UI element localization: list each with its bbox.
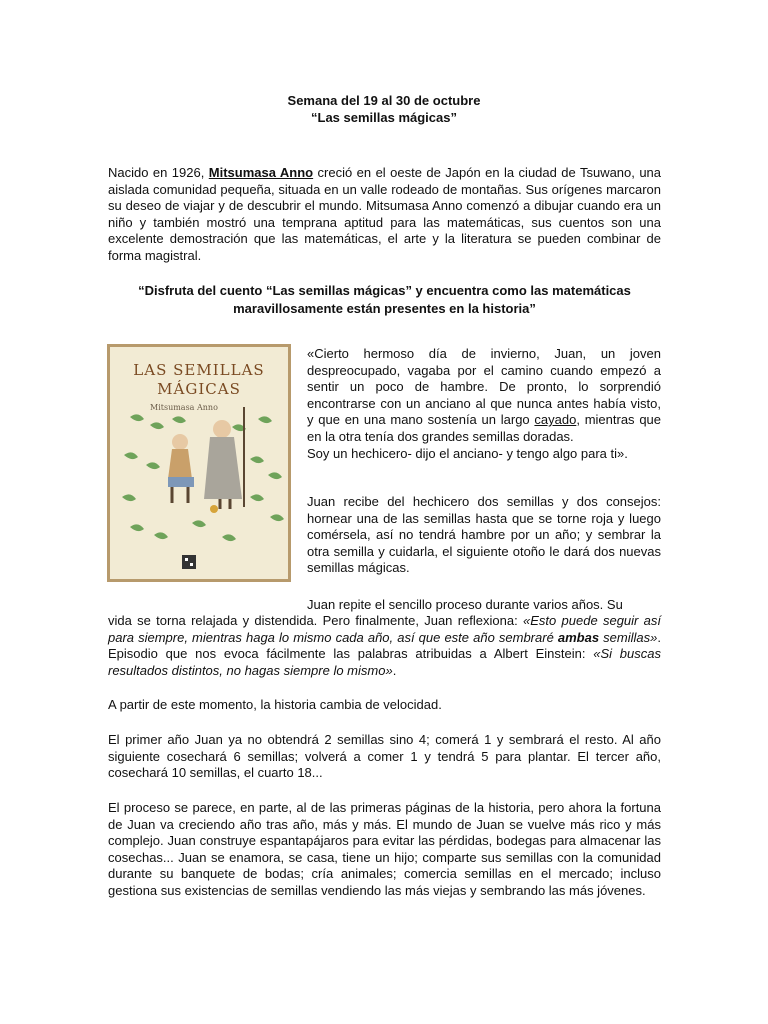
repite-text-2: . Episodio que nos evoca fácilmente las palabras atribuidas a Albert Einstein: [108, 629, 661, 662]
book-cover-title-line-2: MÁGICAS [157, 380, 241, 398]
juan-recibe-paragraph: Juan recibe del hechicero dos semillas y dos consejos: hornear una de las semillas hasta que se torne roja y luego comérsela, así no tendrá hambre por un año; y sembrar la otra semilla y cuidarla, el siguiente otoño le dará dos nuevas semillas mágicas. [307, 494, 661, 576]
header-title: “Las semillas mágicas” [311, 110, 457, 125]
quote-paragraph [307, 346, 661, 462]
repite-italic-1: «Esto puede seguir así para siempre, mientras haga lo mismo cada año, así que este año sembraré [108, 613, 661, 645]
header-week: Semana del 19 al 30 de octubre [287, 93, 481, 108]
intro-prefix: Nacido en 1926, [108, 165, 209, 180]
subtitle-line-1: “Disfruta del cuento “Las semillas mágicas” y encuentra como las matemáticas [138, 283, 631, 298]
einstein-quote: «Si buscas resultados distintos, no hagas siempre lo mismo» [108, 646, 661, 678]
quote-text-2: , mientras que en la otra tenía dos grandes semillas doradas. [307, 412, 662, 444]
apartir-paragraph: A partir de este momento, la historia cambia de velocidad. [108, 697, 442, 712]
proceso-paragraph: El proceso se parece, en parte, al de las primeras páginas de la historia, pero ahora la fortuna de Juan va creciendo año tras año, más y más. El mundo de Juan se vuelve más rico y más complejo. Juan construye espantapájaros para evitar las pérdidas, bodegas para almacenar las cosechas... Juan se enamora, se casa, tiene un hijo; comparte sus semillas con la comunidad durante su banquete de bodas; cría animales; comercia semillas en el mercado; incluso gestiona sus existencias de semillas vendiendo las más viejas y sembrando las más jóvenes. [108, 800, 661, 898]
quote-text-1: «Cierto hermoso día de invierno, Juan, un joven despreocupado, vagaba por el camino cuando empezó a sentir un poco de hambre. De pronto, lo sorprendió encontrarse con un anciano al que nunca antes había visto, y que en una mano sostenía un largo [307, 346, 661, 428]
book-cover-title [110, 361, 288, 399]
repite-italic-2: semillas» [599, 629, 658, 645]
repite-text-1: vida se torna relajada y distendida. Pero finalmente, Juan reflexiona: [108, 613, 523, 628]
repite-paragraph [108, 613, 661, 679]
repite-first-line: Juan repite el sencillo proceso durante varios años. Su [307, 597, 623, 612]
ambas-word: ambas [557, 629, 600, 645]
book-cover-image [107, 344, 291, 582]
book-cover-title-line-1: LAS SEMILLAS [133, 361, 265, 379]
cayado-word: cayado [534, 412, 577, 428]
subtitle-line-2: maravillosamente están presentes en la historia” [233, 301, 536, 316]
primer-anio-paragraph: El primer año Juan ya no obtendrá 2 semillas sino 4; comerá 1 y sembrará el resto. Al año siguiente cosechará 6 semillas; volverá a comer 1 y tendrá 5 para plantar. El tercer año, cosechará 10 semillas, el cuarto 18... [108, 732, 661, 781]
author-name: Mitsumasa Anno [208, 165, 314, 180]
intro-rest: creció en el oeste de Japón en la ciudad de Tsuwano, una aislada comunidad pequeña, situada en un valle rodeado de montañas. Sus orígenes marcaron su deseo de viajar y de descubrir el mundo. Mitsumasa Anno comenzó a dibujar cuando era un niño y también mostró una temprana aptitud para las matemáticas, sus cuentos son una excelente demostración que las matemáticas, el arte y la literatura se pueden combinar de forma magistral. [108, 165, 662, 263]
intro-paragraph [108, 165, 661, 265]
quote-line-2: Soy un hechicero- dijo el anciano- y tengo algo para ti». [307, 445, 628, 461]
book-cover-author: Mitsumasa Anno [150, 403, 218, 412]
repite-text-3: . [392, 662, 397, 678]
